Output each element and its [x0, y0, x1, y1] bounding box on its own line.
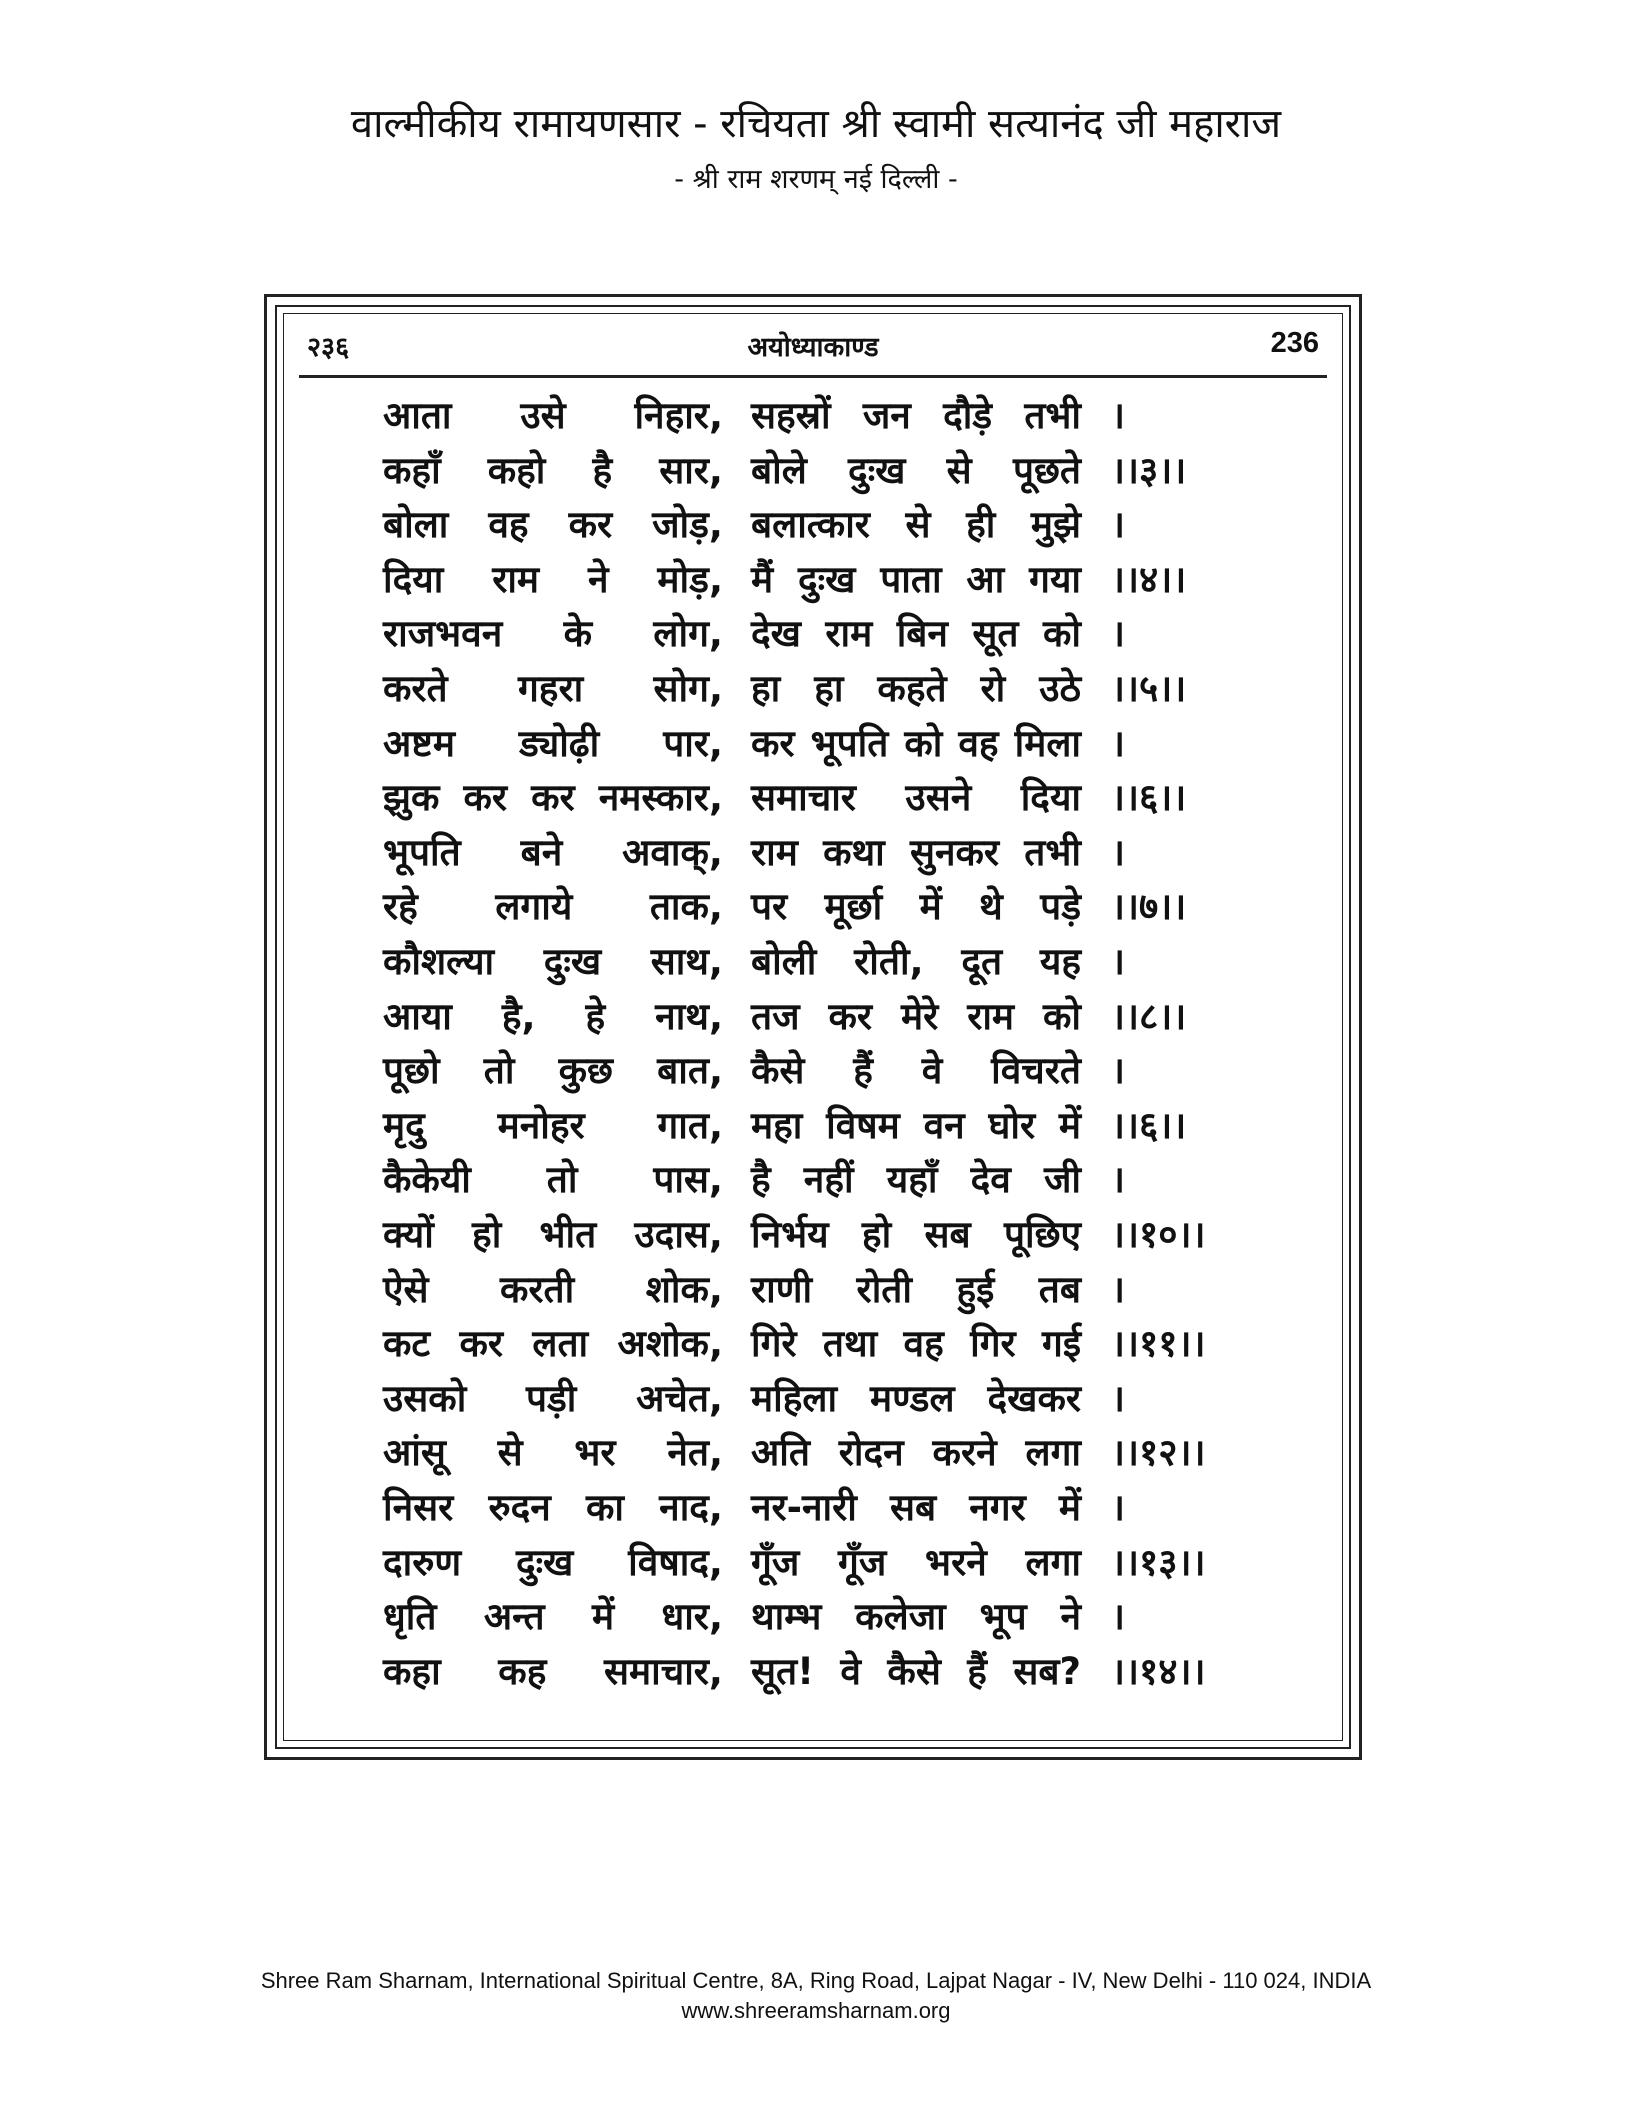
verse-first-half: पूछो तो कुछ बात,: [383, 1049, 723, 1093]
verse-marker: ।: [1111, 721, 1126, 765]
section-title: अयोध्याकाण्ड: [747, 332, 879, 363]
verse-line: [277, 1208, 1349, 1262]
verse-line: [277, 990, 1349, 1044]
verse-second-half: बोली रोती, दूत यह: [751, 940, 1081, 983]
verse-line: [277, 1044, 1349, 1098]
verse-second-half: सूत! वे कैसे हैं सब?: [751, 1649, 1081, 1693]
verse-first-half: आया है, हे नाथ,: [383, 994, 723, 1038]
verse-first-half: उसको पड़ी अचेत,: [383, 1376, 723, 1420]
verse-line: [277, 771, 1349, 825]
verse-line: [277, 717, 1349, 771]
verse-line: [277, 1536, 1349, 1590]
verse-first-half: बोला वह कर जोड़,: [383, 503, 723, 547]
verse-marker: ।: [1111, 394, 1126, 437]
verse-first-half: मृदु मनोहर गात,: [383, 1103, 723, 1147]
verse-first-half: धृति अन्त में धार,: [383, 1595, 723, 1639]
verse-line: [277, 553, 1349, 607]
verse-line: [277, 444, 1349, 498]
verse-line: [277, 498, 1349, 552]
verse-second-half: सहस्रों जन दौड़े तभी: [751, 394, 1081, 437]
verse-marker: ।: [1111, 503, 1126, 547]
verse-second-half: अति रोदन करने लगा: [751, 1431, 1081, 1475]
verse-line: [277, 1263, 1349, 1317]
verse-line: [277, 1372, 1349, 1426]
verse-second-half: कर भूपति को वह मिला: [751, 721, 1081, 765]
footer-website[interactable]: www.shreeramsharnam.org: [681, 1998, 951, 2023]
page-frame-inner: [275, 305, 1351, 1749]
verse-second-half: समाचार उसने दिया: [751, 776, 1081, 820]
verse-line: [277, 1317, 1349, 1371]
verse-line: [277, 1481, 1349, 1535]
verse-line: [277, 389, 1349, 443]
verse-line: [277, 607, 1349, 661]
verse-marker: ।।६।।: [1111, 1103, 1187, 1147]
page-number-devanagari: २३६: [307, 332, 350, 363]
verse-first-half: ऐसे करती शोक,: [383, 1267, 723, 1311]
verse-marker: ।।१२।।: [1111, 1431, 1206, 1475]
publisher-subtitle: - श्री राम शरणम् नई दिल्ली -: [674, 164, 958, 195]
verse-first-half: क्यों हो भीत उदास,: [383, 1213, 723, 1256]
verse-first-half: कहाँ कहो है सार,: [383, 448, 723, 492]
verse-second-half: राम कथा सुनकर तभी: [751, 830, 1081, 874]
verse-marker: ।।१०।।: [1111, 1213, 1206, 1256]
verse-line: [277, 1153, 1349, 1207]
verse-line: [277, 662, 1349, 716]
verse-second-half: गिरे तथा वह गिर गई: [751, 1322, 1081, 1366]
verse-marker: ।।१४।।: [1111, 1649, 1206, 1693]
verse-second-half: महा विषम वन घोर में: [751, 1103, 1081, 1147]
running-head: [307, 327, 1319, 371]
verse-first-half: कट कर लता अशोक,: [383, 1322, 723, 1366]
verse-second-half: है नहीं यहाँ देव जी: [751, 1158, 1081, 1202]
verse-first-half: झुक कर कर नमस्कार,: [383, 776, 723, 820]
verse-second-half: मैं दुःख पाता आ गया: [751, 557, 1081, 601]
verse-first-half: दिया राम ने मोड़,: [383, 557, 723, 601]
verse-second-half: तज कर मेरे राम को: [751, 994, 1081, 1038]
verse-marker: ।: [1111, 1595, 1126, 1639]
verse-line: [277, 935, 1349, 989]
page-frame: [264, 294, 1362, 1760]
verse-line: [277, 1590, 1349, 1644]
verse-first-half: दारुण दुःख विषाद,: [383, 1540, 723, 1584]
verse-second-half: देख राम बिन सूत को: [751, 612, 1081, 656]
verse-marker: ।।५।।: [1111, 667, 1187, 710]
page-number: 236: [1270, 327, 1319, 359]
verse-marker: ।: [1111, 940, 1126, 983]
verse-marker: ।: [1111, 612, 1126, 656]
verse-second-half: कैसे हैं वे विचरते: [751, 1049, 1081, 1093]
header-divider: [299, 375, 1327, 378]
verse-first-half: आता उसे निहार,: [383, 394, 723, 437]
verse-marker: ।: [1111, 1376, 1126, 1420]
verse-marker: ।: [1111, 1158, 1126, 1202]
verse-marker: ।: [1111, 1486, 1126, 1529]
verse-second-half: निर्भय हो सब पूछिए: [751, 1213, 1081, 1256]
verse-second-half: पर मूर्छा में थे पड़े: [751, 885, 1081, 929]
verse-line: [277, 1426, 1349, 1480]
verse-first-half: निसर रुदन का नाद,: [383, 1486, 723, 1529]
verse-second-half: राणी रोती हुई तब: [751, 1267, 1081, 1311]
verse-first-half: अष्टम ड्योढ़ी पार,: [383, 721, 723, 765]
verse-second-half: महिला मण्डल देखकर: [751, 1376, 1081, 1420]
verse-first-half: कैकेयी तो पास,: [383, 1158, 723, 1202]
verse-line: [277, 880, 1349, 934]
verse-marker: ।।१३।।: [1111, 1540, 1206, 1584]
verse-line: [277, 826, 1349, 880]
verse-marker: ।।७।।: [1111, 885, 1187, 929]
verse-second-half: बलात्कार से ही मुझे: [751, 503, 1081, 547]
verse-second-half: थाम्भ कलेजा भूप ने: [751, 1595, 1081, 1639]
book-title: वाल्मीकीय रामायणसार - रचियता श्री स्वामी सत्यानंद जी महाराज: [350, 101, 1282, 147]
verse-marker: ।: [1111, 1049, 1126, 1093]
verse-first-half: करते गहरा सोग,: [383, 667, 723, 710]
verse-second-half: बोले दुःख से पूछते: [751, 448, 1081, 492]
verse-first-half: आंसू से भर नेत,: [383, 1431, 723, 1475]
verse-marker: ।।४।।: [1111, 557, 1187, 601]
verse-first-half: कौशल्या दुःख साथ,: [383, 940, 723, 983]
verse-line: [277, 1645, 1349, 1699]
verse-marker: ।।६।।: [1111, 776, 1187, 820]
verse-marker: ।: [1111, 830, 1126, 874]
verse-first-half: राजभवन के लोग,: [383, 612, 723, 656]
verse-second-half: नर-नारी सब नगर में: [751, 1486, 1081, 1529]
verse-line: [277, 1099, 1349, 1153]
verse-first-half: भूपति बने अवाक्,: [383, 830, 723, 874]
footer-address: Shree Ram Sharnam, International Spiritual Centre, 8A, Ring Road, Lajpat Nagar - IV, New Delhi - 110 024, INDIA: [260, 1968, 1372, 1993]
verse-second-half: गूँज गूँज भरने लगा: [751, 1540, 1081, 1584]
verse-marker: ।: [1111, 1267, 1126, 1311]
verse-marker: ।।३।।: [1111, 448, 1187, 492]
verse-first-half: रहे लगाये ताक,: [383, 885, 723, 929]
verse-first-half: कहा कह समाचार,: [383, 1649, 723, 1693]
verse-marker: ।।८।।: [1111, 994, 1187, 1038]
verse-marker: ।।११।।: [1111, 1322, 1206, 1366]
verse-second-half: हा हा कहते रो उठे: [751, 667, 1081, 710]
